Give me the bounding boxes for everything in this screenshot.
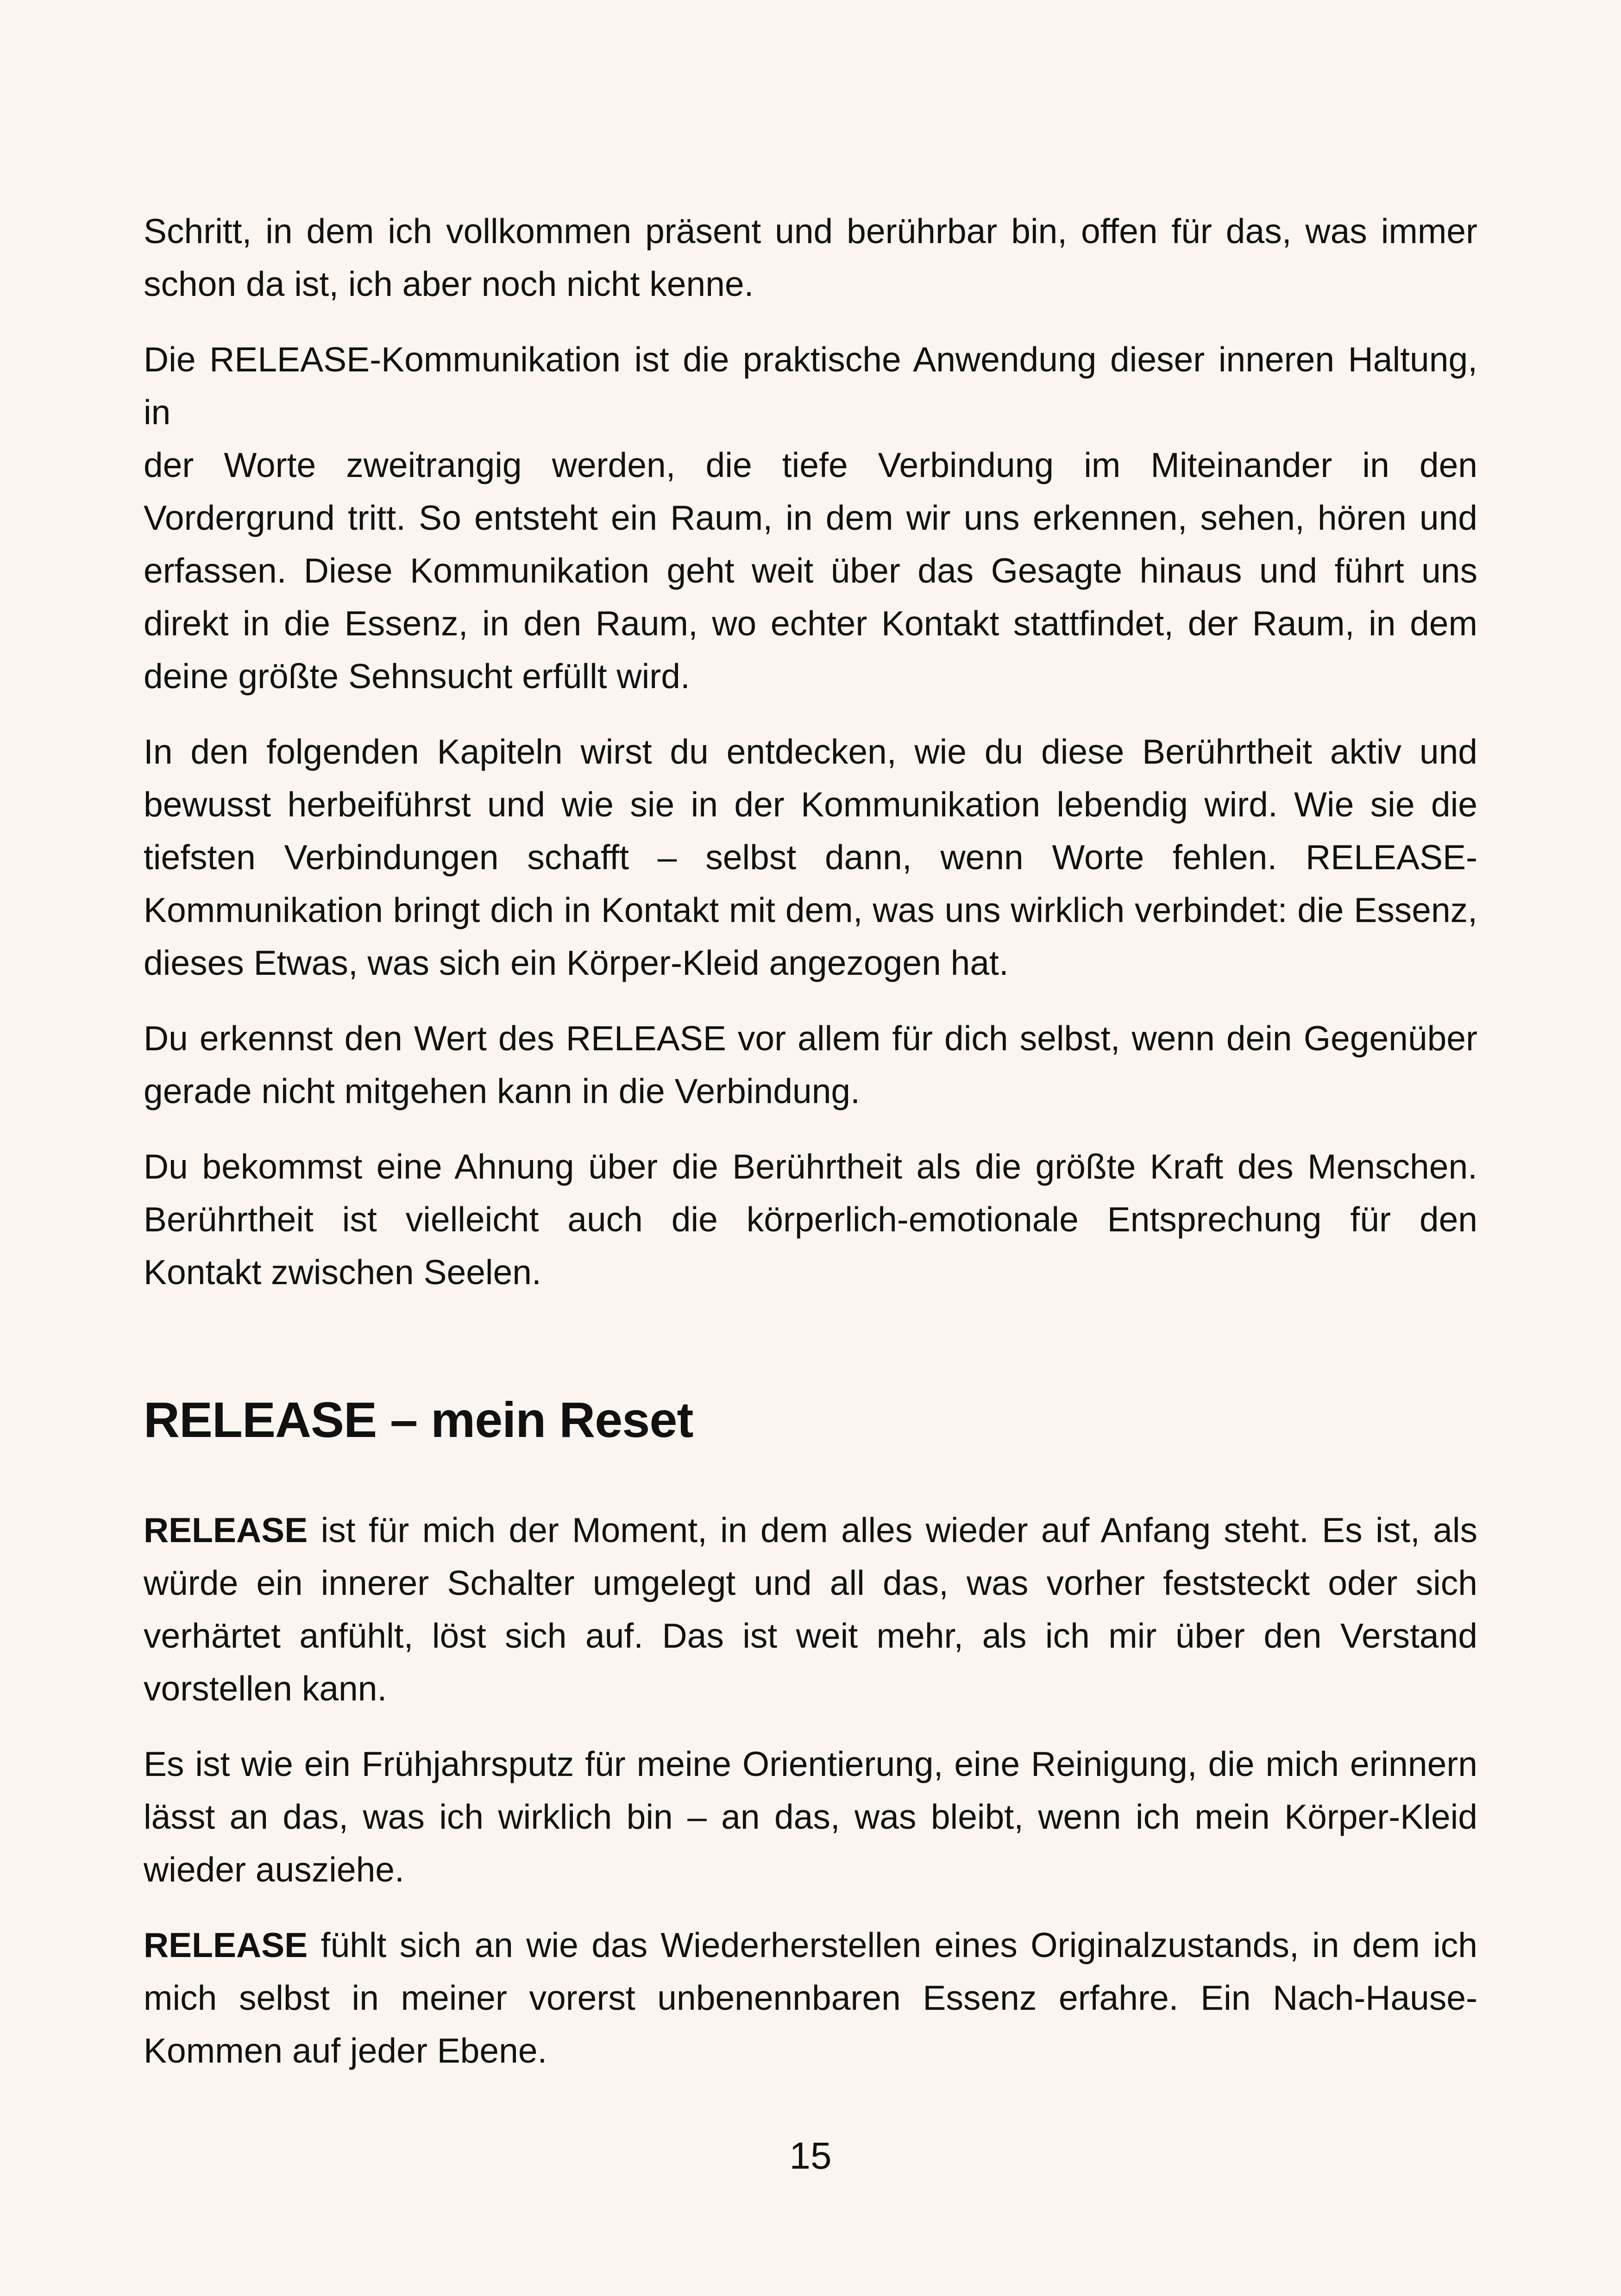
section-heading: RELEASE – mein Reset (144, 1392, 693, 1448)
text-run: Schritt, in dem ich vollkommen präsent und berührbar bin, offen für das, was immer (144, 212, 1477, 251)
text-line (144, 831, 1477, 884)
text-run: ist für mich der Moment, in dem alles wieder auf Anfang steht. Es ist, als (308, 1511, 1477, 1549)
text-run: fühlt sich an wie das Wiederherstellen eines Originalzustands, in dem ich (308, 1926, 1477, 1964)
text-line (144, 1193, 1477, 1246)
bold-lead: RELEASE (144, 1511, 308, 1549)
text-line (144, 597, 1477, 650)
text-line (144, 1919, 1477, 1971)
text-line (144, 1065, 1477, 1117)
bold-lead: RELEASE (144, 1926, 308, 1964)
text-line (144, 650, 1477, 703)
text-line (144, 2024, 1477, 2077)
text-run: Vordergrund tritt. So entsteht ein Raum, in dem wir uns erkennen, sehen, hören und (144, 498, 1477, 537)
paragraph (144, 1504, 1477, 1715)
text-line (144, 1790, 1477, 1843)
paragraph (144, 1140, 1477, 1299)
paragraph (144, 725, 1477, 989)
text-run: direkt in die Essenz, in den Raum, wo echter Kontakt stattfindet, der Raum, in dem (144, 604, 1477, 643)
text-run: tiefsten Verbindungen schafft – selbst dann, wenn Worte fehlen. RELEASE- (144, 838, 1477, 877)
text-line (144, 1012, 1477, 1065)
text-line (144, 1556, 1477, 1609)
text-line (144, 1662, 1477, 1715)
text-run: Berührtheit ist vielleicht auch die körperlich-emotionale Entsprechung für den (144, 1200, 1477, 1239)
text-line (144, 1971, 1477, 2024)
text-run: würde ein innerer Schalter umgelegt und all das, was vorher feststeckt oder sich (144, 1563, 1477, 1602)
text-line (144, 1246, 1477, 1299)
text-run: Kommen auf jeder Ebene. (144, 2031, 547, 2070)
text-run: lässt an das, was ich wirklich bin – an das, was bleibt, wenn ich mein Körper-Kleid (144, 1797, 1477, 1836)
text-run: gerade nicht mitgehen kann in die Verbindung. (144, 1072, 860, 1110)
text-run: dieses Etwas, was sich ein Körper-Kleid angezogen hat. (144, 943, 1009, 982)
text-line (144, 936, 1477, 989)
text-line (144, 257, 1477, 310)
text-run: Die RELEASE-Kommunikation ist die praktische Anwendung dieser inneren Haltung, in (144, 340, 1477, 432)
paragraph (144, 205, 1477, 310)
page-number: 15 (789, 2135, 832, 2177)
paragraph (144, 333, 1477, 703)
text-run: Kontakt zwischen Seelen. (144, 1253, 541, 1292)
text-run: schon da ist, ich aber noch nicht kenne. (144, 264, 754, 303)
text-line (144, 1504, 1477, 1556)
text-line (144, 333, 1477, 439)
page-body (144, 205, 1477, 2100)
text-line (144, 1843, 1477, 1896)
text-line (144, 1609, 1477, 1662)
text-run: deine größte Sehnsucht erfüllt wird. (144, 657, 690, 696)
text-run: In den folgenden Kapiteln wirst du entdecken, wie du diese Berührtheit aktiv und (144, 732, 1477, 771)
paragraph (144, 1012, 1477, 1117)
paragraph (144, 1738, 1477, 1896)
text-line (144, 205, 1477, 257)
text-line (144, 544, 1477, 597)
text-run: Kommunikation bringt dich in Kontakt mit dem, was uns wirklich verbindet: die Essenz, (144, 891, 1477, 929)
paragraph (144, 1919, 1477, 2077)
text-line (144, 778, 1477, 831)
text-line (144, 491, 1477, 544)
text-line (144, 1738, 1477, 1790)
text-run: erfassen. Diese Kommunikation geht weit über das Gesagte hinaus und führt uns (144, 551, 1477, 590)
text-line (144, 439, 1477, 491)
text-line (144, 725, 1477, 778)
text-line (144, 884, 1477, 936)
text-run: Es ist wie ein Frühjahrsputz für meine Orientierung, eine Reinigung, die mich erinnern (144, 1744, 1477, 1783)
text-run: vorstellen kann. (144, 1669, 387, 1708)
text-line (144, 1140, 1477, 1193)
text-run: Du bekommst eine Ahnung über die Berührtheit als die größte Kraft des Menschen. (144, 1147, 1477, 1186)
text-run: wieder ausziehe. (144, 1850, 404, 1889)
text-run: bewusst herbeiführst und wie sie in der Kommunikation lebendig wird. Wie sie die (144, 785, 1477, 824)
text-run: verhärtet anfühlt, löst sich auf. Das ist weit mehr, als ich mir über den Verstand (144, 1616, 1477, 1655)
text-run: Du erkennst den Wert des RELEASE vor allem für dich selbst, wenn dein Gegenüber (144, 1019, 1477, 1058)
text-run: mich selbst in meiner vorerst unbenennbaren Essenz erfahre. Ein Nach-Hause- (144, 1978, 1477, 2017)
text-run: der Worte zweitrangig werden, die tiefe Verbindung im Miteinander in den (144, 445, 1477, 484)
